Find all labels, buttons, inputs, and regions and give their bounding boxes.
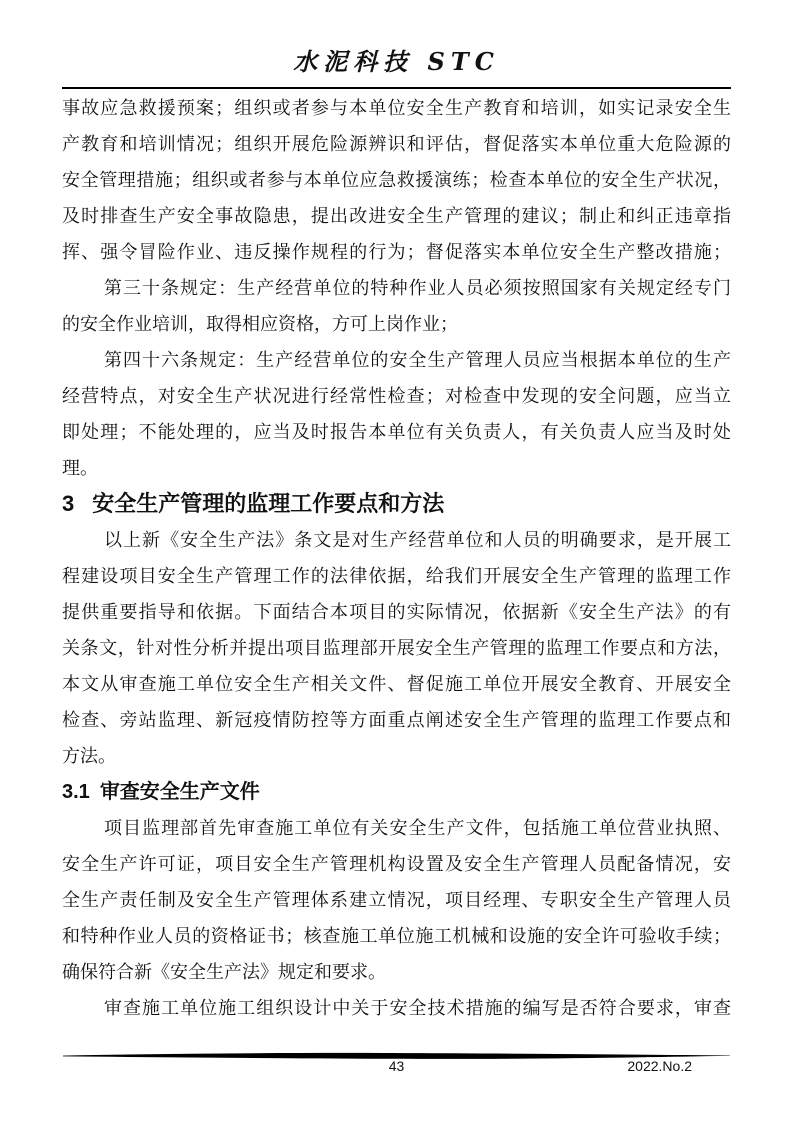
subsection-number: 3.1 [62,781,90,803]
body-line: 本文从审查施工单位安全生产相关文件、督促施工单位开展安全教育、开展安全 [62,674,731,694]
body-line: 全生产责任制及安全生产管理体系建立情况，项目经理、专职安全生产管理人员 [62,890,731,910]
body-line: 确保符合新《安全生产法》规定和要求。 [62,962,386,982]
subsection-title: 审查安全生产文件 [99,781,260,803]
body-line: 的安全作业培训，取得相应资格，方可上岗作业； [62,314,458,334]
body-line: 第三十条规定：生产经营单位的特种作业人员必须按照国家有关规定经专门 [104,278,731,298]
body-line: 安全管理措施；组织或者参与本单位应急救援演练；检查本单位的安全生产状况， [62,170,731,190]
body-line: 以上新《安全生产法》条文是对生产经营单位和人员的明确要求，是开展工 [104,530,731,550]
body-line: 项目监理部首先审查施工单位有关安全生产文件，包括施工单位营业执照、 [104,818,731,838]
body-line: 关条文，针对性分析并提出项目监理部开展安全生产管理的监理工作要点和方法， [62,638,731,658]
body-line: 第四十六条规定：生产经营单位的安全生产管理人员应当根据本单位的生产 [104,350,731,370]
issue-number: 2022.No.2 [627,1058,692,1074]
body-line: 及时排查生产安全事故隐患，提出改进安全生产管理的建议；制止和纠正违章指 [62,206,731,226]
body-line: 程建设项目安全生产管理工作的法律依据，给我们开展安全生产管理的监理工作 [62,566,731,586]
body-line: 理。 [62,458,98,478]
section-heading [62,486,731,522]
body-line: 产教育和培训情况；组织开展危险源辨识和评估，督促落实本单位重大危险源的 [62,134,731,154]
subsection-heading [62,774,731,810]
header-rule [62,87,731,89]
document-body [62,90,731,1026]
footer-rule [62,1048,731,1058]
body-line: 审查施工单位施工组织设计中关于安全技术措施的编写是否符合要求，审查 [104,998,731,1018]
section-number: 3 [62,491,75,516]
body-line: 和特种作业人员的资格证书；核查施工单位施工机械和设施的安全许可验收手续； [62,926,731,946]
page-number: 43 [388,1058,405,1074]
section-title: 安全生产管理的监理工作要点和方法 [92,491,445,516]
body-line: 经营特点，对安全生产状况进行经常性检查；对检查中发现的安全问题，应当立 [62,386,731,406]
body-line: 安全生产许可证，项目安全生产管理机构设置及安全生产管理人员配备情况，安 [62,854,731,874]
body-line: 提供重要指导和依据。下面结合本项目的实际情况，依据新《安全生产法》的有 [62,602,731,622]
journal-title: 水泥科技 STC [293,47,500,76]
body-line: 即处理；不能处理的，应当及时报告本单位有关负责人，有关负责人应当及时处 [62,422,731,442]
body-line: 方法。 [62,746,116,766]
body-line: 事故应急救援预案；组织或者参与本单位安全生产教育和培训，如实记录安全生 [62,98,731,118]
body-line: 检查、旁站监理、新冠疫情防控等方面重点阐述安全生产管理的监理工作要点和 [62,710,731,730]
body-line: 挥、强令冒险作业、违反操作规程的行为；督促落实本单位安全生产整改措施； [62,242,731,262]
